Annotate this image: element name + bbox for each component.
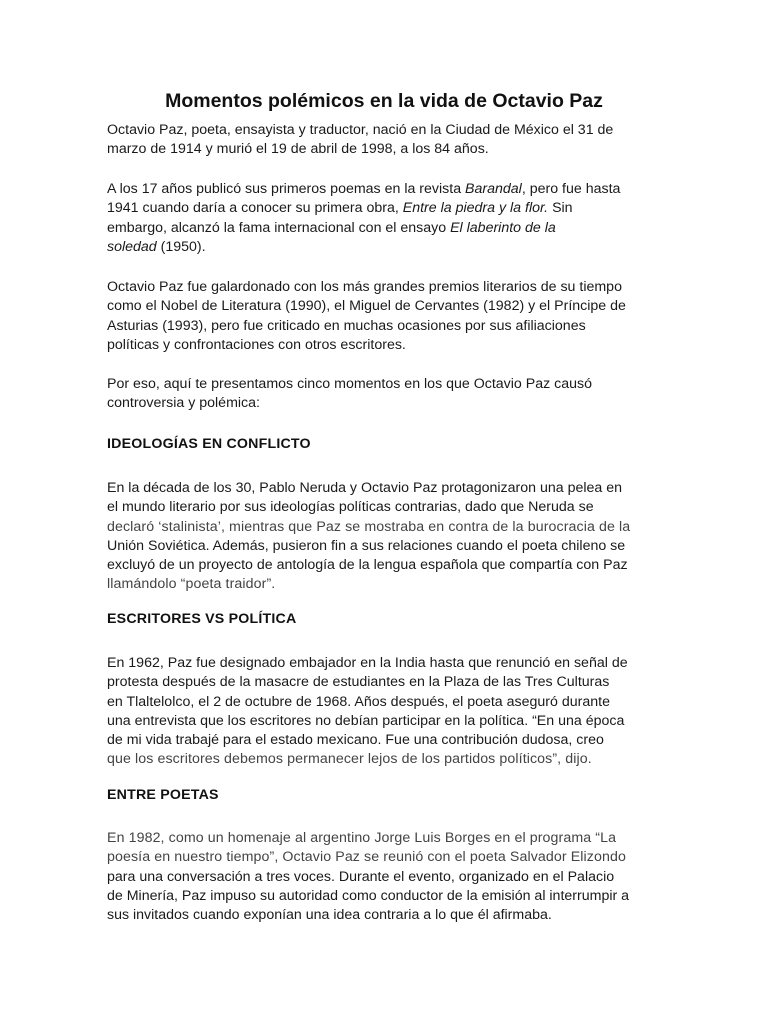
text-line: Asturias (1993), pero fue criticado en muchas ocasiones por sus afiliaciones: [107, 317, 586, 334]
section-heading-ideologias: IDEOLOGÍAS EN CONFLICTO: [107, 436, 311, 452]
text-line: protesta después de la masacre de estudiantes en la Plaza de las Tres Culturas: [107, 674, 610, 691]
text-run: embargo, alcanzó la fama internacional con el ensayo: [107, 219, 451, 236]
italic-title-barandal: Barandal: [465, 181, 522, 197]
text-line: llamándolo “poeta traidor”.: [107, 576, 276, 593]
section-heading-entre-poetas: ENTRE POETAS: [107, 787, 219, 803]
paragraph-intro: [107, 121, 667, 160]
text-line: En 1962, Paz fue designado embajador en la India hasta que renunció en señal de: [107, 655, 628, 671]
paragraph-escritores: [107, 654, 667, 770]
italic-title-soledad: soledad: [107, 238, 157, 255]
text-line: declaró ‘stalinista’, mientras que Paz se mostraba en contra de la burocracia de la: [107, 518, 631, 535]
paragraph-intro-list: [107, 375, 667, 414]
text-line: [107, 180, 667, 199]
text-line: En 1982, como un homenaje al argentino Jorge Luis Borges en el programa “La: [107, 830, 617, 846]
paragraph-ideologias: [107, 479, 667, 595]
document-title: Momentos polémicos en la vida de Octavio Paz: [165, 90, 603, 112]
text-line: Octavio Paz, poeta, ensayista y traductor, nació en la Ciudad de México el 31 de: [107, 122, 614, 138]
text-line: en Tlaltelolco, el 2 de octubre de 1968. Años después, el poeta aseguró durante: [107, 693, 610, 710]
text-line: poesía en nuestro tiempo”, Octavio Paz se reunió con el poeta Salvador Elizondo: [107, 849, 626, 866]
text-line: excluyó de un proyecto de antología de la lengua española que compartía con Paz: [107, 557, 628, 574]
text-line: En la década de los 30, Pablo Neruda y Octavio Paz protagonizaron una pelea en: [107, 480, 623, 496]
text-line: el mundo literario por sus ideologías políticas contrarias, dado que Neruda se: [107, 499, 594, 516]
text-run: 1941 cuando daría a conocer su primera obra,: [107, 200, 403, 217]
section-heading-escritores: ESCRITORES VS POLÍTICA: [107, 611, 297, 627]
text-line: como el Nobel de Literatura (1990), el Miguel de Cervantes (1982) y el Príncipe de: [107, 298, 626, 315]
text-line: marzo de 1914 y murió el 19 de abril de 1998, a los 84 años.: [107, 141, 489, 158]
text-run: , pero fue hasta: [521, 181, 621, 197]
paragraph-entre-poetas: [107, 829, 667, 925]
text-line: [107, 238, 667, 257]
text-line: de Minería, Paz impuso su autoridad como conductor de la emisión al interrumpir a: [107, 887, 630, 904]
italic-title-laberinto: El laberinto de la: [450, 219, 556, 236]
text-line: de mi vida trabajé para el estado mexicano. Fue una contribución dudosa, creo: [107, 732, 604, 749]
text-run: A los 17 años publicó sus primeros poemas en la revista: [107, 181, 466, 197]
text-run: Sin: [548, 200, 573, 217]
text-line: Octavio Paz fue galardonado con los más grandes premios literarios de su tiempo: [107, 279, 622, 295]
text-line: Por eso, aquí te presentamos cinco momentos en los que Octavio Paz causó: [107, 376, 593, 392]
text-line: políticas y confrontaciones con otros escritores.: [107, 336, 406, 353]
text-line: para una conversación a tres voces. Durante el evento, organizado en el Palacio: [107, 868, 615, 885]
text-line: sus invitados cuando exponían una idea contraria a lo que él afirmaba.: [107, 907, 552, 924]
text-line: controversia y polémica:: [107, 395, 260, 412]
paragraph-awards: [107, 278, 667, 355]
paragraph-first-works: [107, 180, 667, 257]
text-line: Unión Soviética. Además, pusieron fin a sus relaciones cuando el poeta chileno se: [107, 537, 626, 554]
italic-title-entre-la-piedra: Entre la piedra y la flor.: [402, 200, 549, 217]
text-line: que los escritores debemos permanecer lejos de los partidos políticos”, dijo.: [107, 751, 592, 768]
text-line: [107, 199, 667, 218]
text-line: [107, 219, 667, 238]
text-run: (1950).: [156, 238, 206, 255]
text-line: una entrevista que los escritores no debían participar en la política. “En una época: [107, 712, 625, 729]
